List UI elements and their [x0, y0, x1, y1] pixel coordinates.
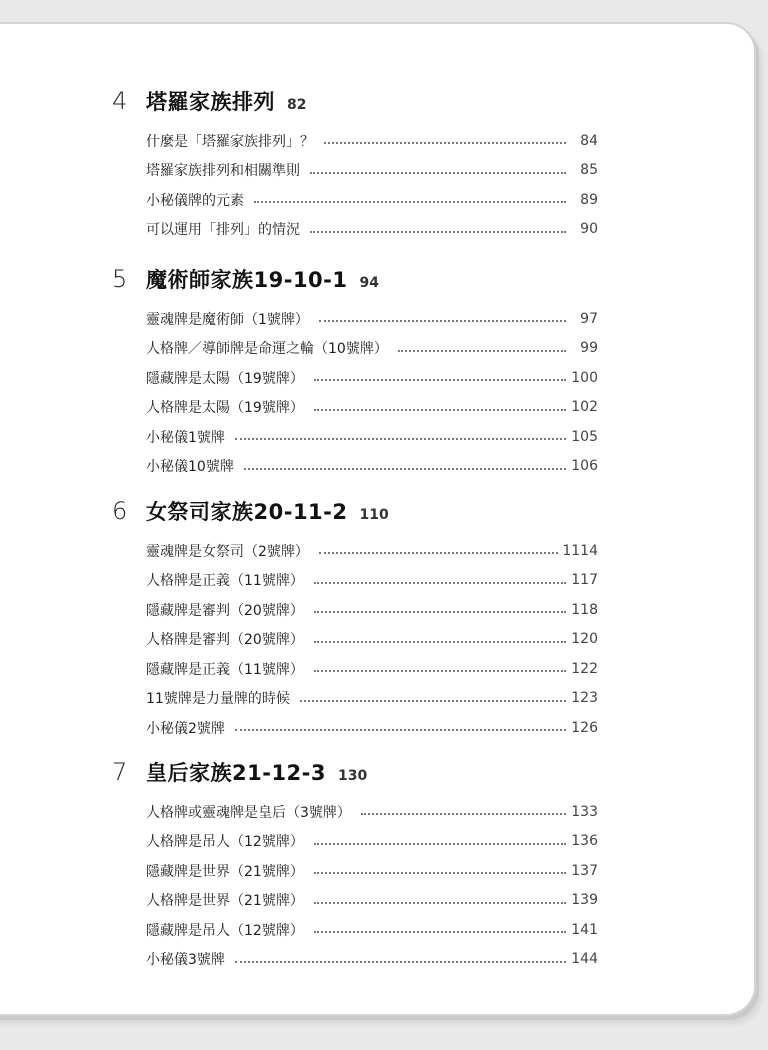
- toc-entry: [146, 363, 598, 393]
- section-title: 女祭司家族20-11-2: [146, 500, 348, 524]
- toc-entry: [146, 945, 598, 975]
- entry-title: 小秘儀2號牌: [146, 720, 225, 737]
- section-number: 7: [112, 758, 128, 786]
- entry-title: 可以運用「排列」的情況: [146, 222, 300, 239]
- toc-entry: [146, 684, 598, 714]
- entry-title: 人格牌是太陽（19號牌）: [146, 400, 304, 417]
- toc-entry: [146, 185, 598, 215]
- toc-entry: [146, 334, 598, 364]
- entry-page: 105: [571, 428, 598, 445]
- dot-leader: [235, 437, 566, 440]
- entry-title: 人格牌是吊人（12號牌）: [146, 834, 304, 851]
- entry-page: 126: [571, 719, 598, 736]
- dot-leader: [314, 610, 566, 613]
- dot-leader: [314, 669, 566, 672]
- entry-page: 97: [580, 310, 598, 327]
- toc-entry: [146, 452, 598, 482]
- entry-page: 85: [580, 162, 598, 179]
- dot-leader: [319, 319, 566, 322]
- toc-section-4: [112, 86, 598, 244]
- toc-entry: [146, 797, 598, 827]
- toc-entry: [146, 856, 598, 886]
- entry-title: 人格牌是世界（21號牌）: [146, 893, 304, 910]
- section-page: 82: [287, 97, 307, 113]
- toc-entry: [146, 304, 598, 334]
- toc-entry: [146, 393, 598, 423]
- entry-page: 100: [571, 369, 598, 386]
- dot-leader: [254, 200, 566, 203]
- toc-entry: [146, 156, 598, 186]
- entry-page: 1114: [562, 542, 598, 559]
- dot-leader: [314, 408, 566, 411]
- entry-page: 120: [571, 631, 598, 648]
- dot-leader: [310, 230, 566, 233]
- toc-entry: [146, 215, 598, 245]
- entry-title: 什麼是「塔羅家族排列」？: [146, 133, 314, 150]
- entry-title: 隱藏牌是正義（11號牌）: [146, 661, 304, 678]
- entry-title: 小秘儀1號牌: [146, 429, 225, 446]
- section-title: 塔羅家族排列: [146, 90, 275, 114]
- entry-page: 141: [571, 921, 598, 938]
- dot-leader: [314, 581, 566, 584]
- toc-entry: [146, 827, 598, 857]
- dot-leader: [314, 930, 566, 933]
- entry-title: 小秘儀10號牌: [146, 459, 234, 476]
- section-heading: [112, 264, 598, 304]
- entry-page: 144: [571, 951, 598, 968]
- section-page: 94: [359, 275, 379, 291]
- dot-leader: [310, 171, 566, 174]
- entry-page: 84: [580, 132, 598, 149]
- section-number: 6: [112, 497, 128, 525]
- toc-entry: [146, 886, 598, 916]
- toc-entry: [146, 126, 598, 156]
- toc-entry: [146, 595, 598, 625]
- toc-entry: [146, 536, 598, 566]
- entry-page: 102: [571, 399, 598, 416]
- entry-title: 人格牌／導師牌是命運之輪（10號牌）: [146, 341, 388, 358]
- dot-leader: [300, 699, 566, 702]
- entry-page: 139: [571, 892, 598, 909]
- dot-leader: [235, 728, 566, 731]
- toc-entry: [146, 566, 598, 596]
- entry-page: 123: [571, 690, 598, 707]
- section-page: 110: [359, 507, 389, 523]
- entry-page: 118: [571, 601, 598, 618]
- entry-title: 隱藏牌是吊人（12號牌）: [146, 922, 304, 939]
- toc-entry: [146, 625, 598, 655]
- section-heading: [112, 757, 598, 797]
- dot-leader: [398, 349, 566, 352]
- toc-section-5: [112, 264, 598, 481]
- section-heading: [112, 496, 598, 536]
- entry-page: 89: [580, 191, 598, 208]
- entry-title: 人格牌或靈魂牌是皇后（3號牌）: [146, 804, 351, 821]
- dot-leader: [244, 467, 566, 470]
- section-title: 魔術師家族19-10-1: [146, 268, 348, 292]
- entry-title: 人格牌是審判（20號牌）: [146, 632, 304, 649]
- entry-title: 隱藏牌是審判（20號牌）: [146, 602, 304, 619]
- entry-page: 133: [571, 803, 598, 820]
- toc-section-7: [112, 757, 598, 974]
- dot-leader: [319, 551, 558, 554]
- dot-leader: [314, 871, 566, 874]
- entry-title: 小秘儀3號牌: [146, 952, 225, 969]
- toc-entry: [146, 654, 598, 684]
- section-heading: [112, 86, 598, 126]
- toc-entry: [146, 915, 598, 945]
- dot-leader: [324, 141, 566, 144]
- section-number: 5: [112, 265, 128, 293]
- toc-section-6: [112, 496, 598, 743]
- dot-leader: [235, 960, 566, 963]
- dot-leader: [314, 842, 566, 845]
- dot-leader: [314, 640, 566, 643]
- entry-page: 136: [571, 833, 598, 850]
- toc-entry: [146, 422, 598, 452]
- entry-page: 99: [580, 340, 598, 357]
- entry-title: 靈魂牌是魔術師（1號牌）: [146, 311, 309, 328]
- entry-page: 106: [571, 458, 598, 475]
- entry-page: 117: [571, 572, 598, 589]
- entry-title: 11號牌是力量牌的時候: [146, 691, 290, 708]
- entry-title: 隱藏牌是世界（21號牌）: [146, 863, 304, 880]
- entry-title: 人格牌是正義（11號牌）: [146, 573, 304, 590]
- section-title: 皇后家族21-12-3: [146, 761, 326, 785]
- entry-page: 90: [580, 221, 598, 238]
- entry-page: 137: [571, 862, 598, 879]
- entry-title: 隱藏牌是太陽（19號牌）: [146, 370, 304, 387]
- entry-title: 小秘儀牌的元素: [146, 192, 244, 209]
- entry-page: 122: [571, 660, 598, 677]
- dot-leader: [314, 901, 566, 904]
- dot-leader: [361, 812, 566, 815]
- section-number: 4: [112, 87, 128, 115]
- dot-leader: [314, 378, 566, 381]
- entry-title: 塔羅家族排列和相關準則: [146, 163, 300, 180]
- entry-title: 靈魂牌是女祭司（2號牌）: [146, 543, 309, 560]
- toc-entry: [146, 713, 598, 743]
- section-page: 130: [338, 768, 368, 784]
